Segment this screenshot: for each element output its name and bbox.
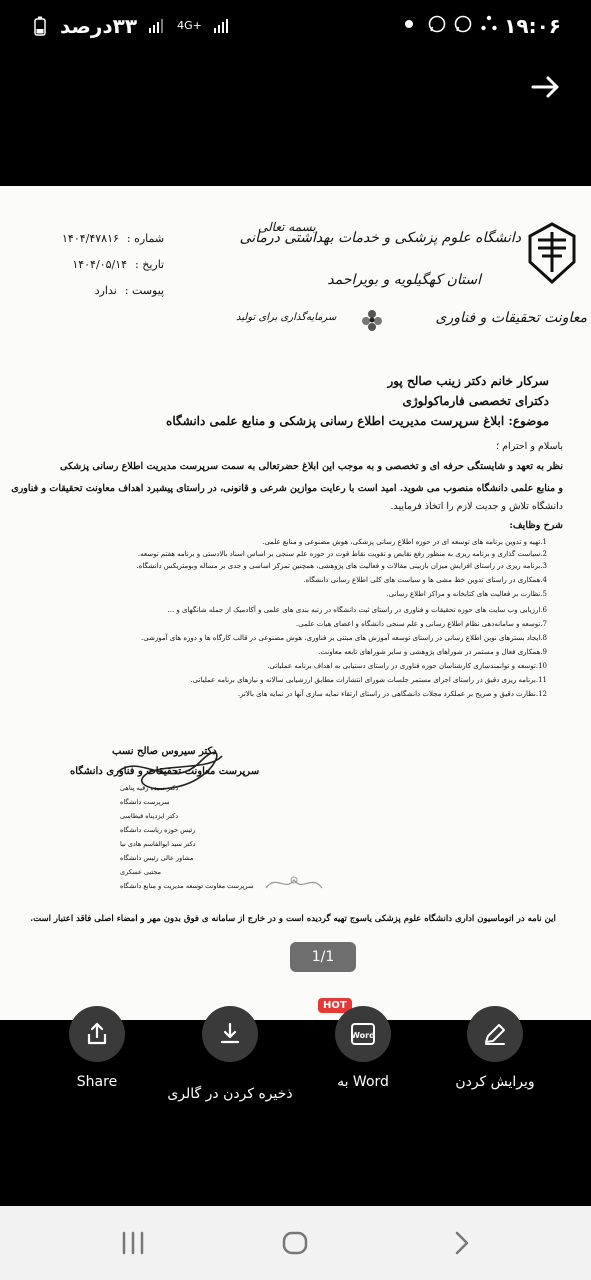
footer-note: این نامه در اتوماسیون اداری دانشگاه علوم پزشکی یاسوج تهیه گردیده است و در خارج از سامانه ی فوق بدون مهر و امضاء اصلی فاقد اعتبار است. bbox=[30, 914, 556, 924]
duty-item: 11.برنامه ریزی دقیق در راستای اجرای مستمر جلسات شورای انتشارات مطابق ارزشیابی سالانه و نیازهای برنامه عملیاتی. bbox=[190, 676, 547, 684]
sync-icon bbox=[479, 14, 499, 34]
province-name: استان کهگیلویه و بویراحمد bbox=[327, 272, 481, 288]
edit-icon[interactable] bbox=[467, 1006, 523, 1062]
document-page[interactable] bbox=[0, 186, 591, 1020]
network-type: 4G+ bbox=[177, 19, 202, 32]
to-word-button[interactable] bbox=[298, 1020, 428, 1090]
meta-number: شماره : ۱۴۰۴/۴۷۸۱۶ bbox=[62, 232, 165, 245]
deputy-name: معاونت تحقیقات و فناوری bbox=[435, 310, 587, 326]
letter-meta bbox=[62, 226, 164, 304]
signer-name: دکتر سیروس صالح نسب bbox=[112, 746, 217, 757]
word-icon[interactable] bbox=[335, 1006, 391, 1062]
status-bar bbox=[0, 0, 591, 56]
notification-dot-icon bbox=[405, 20, 413, 28]
duty-item: 5.نظارت بر فعالیت های کتابخانه و مراکز اطلاع رسانی. bbox=[386, 590, 547, 598]
whatsapp-2-icon bbox=[453, 14, 473, 34]
duty-item: 2.سیاست گذاری و برنامه ریزی به منظور رفع نقایص و تقویت نقاط قوت در حوزه علم سنجی بر اساس اسناد بالادستی و برنامه هفتم توسعه. bbox=[137, 550, 547, 558]
back-icon[interactable] bbox=[446, 1228, 476, 1258]
clock: ۱۹:۰۶ bbox=[504, 14, 561, 38]
system-nav-bar bbox=[0, 1206, 591, 1280]
battery-percent: ۳۳درصد bbox=[60, 14, 138, 38]
cc-line: دکتر سید ابوالقاسم هادی نیا bbox=[120, 840, 196, 848]
cc-line: دکتر ایزدپناه قیطاسی bbox=[120, 812, 179, 820]
share-label: Share bbox=[76, 1074, 118, 1090]
body-line-2: و منابع علمی دانشگاه منصوب می شوید. امید است با رعایت موازین شرعی و قانونی، در راستای پیشبرد اهداف معاونت تحقیقات و فناوری bbox=[11, 483, 563, 494]
svg-text:Word: Word bbox=[351, 1031, 375, 1040]
meta-date: تاریخ : ۱۴۰۴/۰۵/۱۴ bbox=[72, 258, 165, 271]
duty-item: 9.همکاری فعال و مستمر در شوراهای پژوهشی و سایر شوراهای تابعه معاونت. bbox=[318, 648, 547, 656]
signer-title: سرپرست معاونت تحقیقات و فناوری دانشگاه bbox=[70, 766, 260, 777]
duty-item: 7.توسعه و سامانه‌دهی نظام اطلاع رسانی و علم سنجی دانشگاه و اعضای هیات علمی. bbox=[295, 620, 547, 628]
duty-item: 3.برنامه ریزی در راستای افزایش میزان بازبینی مقالات و فعالیت های پژوهشی، همچنین تمرکز اساسی و جدی بر مساله وبومتریکس دانشگاه. bbox=[136, 562, 547, 570]
duty-item: 8.ایجاد بسترهای نوین اطلاع رسانی در راستای توسعه آموزش های مبتنی بر فناوری، هوش مصنوعی در قالب کارگاه ها و دوره های آموزشی. bbox=[140, 634, 547, 642]
duty-item: 4.همکاری در راستای تدوین خط مشی ها و سیاست های کلی اطلاع رسانی دانشگاه. bbox=[303, 576, 547, 584]
share-icon[interactable] bbox=[69, 1006, 125, 1062]
action-bar bbox=[0, 1000, 591, 1206]
addressee-title: دکترای تخصصی فارماکولوژی bbox=[402, 394, 549, 408]
slogan: سرمایه‌گذاری برای تولید bbox=[236, 312, 337, 323]
ornament-icon bbox=[262, 870, 326, 894]
whatsapp-icon bbox=[427, 14, 447, 34]
cc-line: دکتر سیده رقیه پناهی bbox=[120, 784, 179, 792]
cc-line: سرپرست معاونت توسعه مدیریت و منابع دانشگاه bbox=[120, 882, 254, 890]
cc-line: رئیس حوزه ریاست دانشگاه bbox=[120, 826, 196, 834]
edit-label: ویرایش کردن bbox=[455, 1074, 535, 1090]
home-icon[interactable] bbox=[280, 1228, 310, 1258]
greeting: باسلام و احترام ؛ bbox=[496, 441, 563, 452]
duty-item: 10.توسعه و توانمندسازی کارشناسان حوزه فناوری در راستای دستیابی به اهداف برنامه عملیاتی. bbox=[267, 662, 547, 670]
recent-apps-icon[interactable] bbox=[118, 1228, 148, 1258]
battery-icon bbox=[30, 16, 50, 36]
duty-item: 1.تهیه و تدوین برنامه های توسعه ای در حوزه اطلاع رسانی پزشکی، هوش مصنوعی و منابع علمی. bbox=[262, 538, 547, 546]
addressee-name: سرکار خانم دکتر زینب صالح پور bbox=[387, 374, 549, 388]
to-word-label: به Word bbox=[337, 1074, 389, 1090]
cc-line: سرپرست دانشگاه bbox=[120, 798, 170, 806]
university-name: دانشگاه علوم پزشکی و خدمات بهداشتی درمانی bbox=[239, 230, 521, 246]
share-button[interactable] bbox=[32, 1020, 162, 1090]
flower-icon bbox=[360, 308, 384, 332]
save-to-gallery-label: ذخیره کردن در گالری bbox=[167, 1086, 293, 1102]
forward-arrow-icon[interactable] bbox=[529, 70, 563, 104]
status-left bbox=[30, 14, 232, 38]
basmala: بسمه تعالی bbox=[258, 220, 316, 234]
university-logo-icon bbox=[528, 222, 576, 284]
signal-2-icon bbox=[212, 16, 232, 36]
duties-title: شرح وظایف: bbox=[509, 520, 563, 531]
meta-attachment: پیوست : ندارد bbox=[94, 284, 165, 297]
duty-item: 6.ارزیابی وب سایت های حوزه تحقیقات و فناوری در راستای ثبت دانشگاه در رتبه بندی های علمی و آکادمیک از جمله شانگهای و ... bbox=[167, 606, 547, 614]
notification-icons bbox=[405, 14, 499, 34]
body-line-3: دانشگاه تلاش و جدیت لازم را اتخاذ فرمایید. bbox=[390, 501, 563, 512]
save-to-gallery-button[interactable] bbox=[165, 1020, 295, 1102]
page-counter: 1/1 bbox=[290, 942, 356, 972]
body-line-1: نظر به تعهد و شایستگی حرفه ای و تخصصی و به موجب این ابلاغ حضرتعالی به سمت سرپرست مدیریت اطلاع رسانی پزشکی bbox=[60, 461, 563, 472]
duty-item: 12.نظارت دقیق و صریح بر عملکرد مجلات دانشگاهی در راستای ارتقاء نمایه سازی آنها در نمایه های بالاتر. bbox=[237, 690, 547, 698]
download-icon[interactable] bbox=[202, 1006, 258, 1062]
subject-line: موضوع: ابلاغ سرپرست مدیریت اطلاع رسانی پزشکی و منابع علمی دانشگاه bbox=[166, 414, 549, 428]
cc-line: مشاور عالی رئیس دانشگاه bbox=[120, 854, 194, 862]
edit-button[interactable] bbox=[430, 1020, 560, 1090]
signal-icon bbox=[147, 16, 167, 36]
cc-line: مجتبی عسکری bbox=[120, 868, 162, 876]
hot-badge: HOT bbox=[318, 998, 352, 1013]
